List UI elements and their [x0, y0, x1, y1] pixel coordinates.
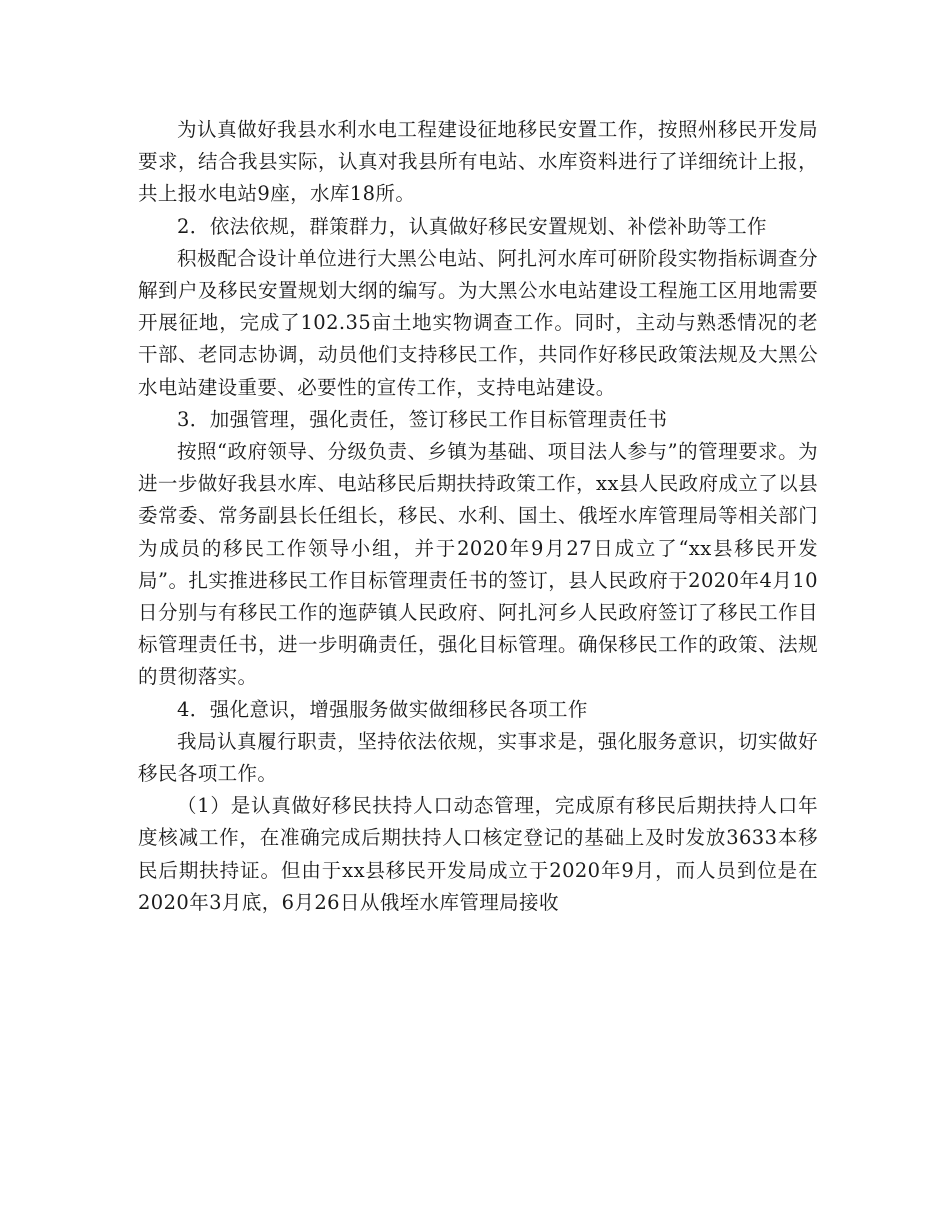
paragraph-population-management: （1）是认真做好移民扶持人口动态管理，完成原有移民后期扶持人口年度核减工作，在准确完成后期扶持人口核定登记的基础上及时发放3633本移民后期扶持证。但由于xx县移民开发局成立于2020年9月，而人员到位是在2020年3月底，6月26日从俄垤水库管理局接收	[138, 794, 818, 914]
paragraph-resettlement-survey: 为认真做好我县水利水电工程建设征地移民安置工作，按照州移民开发局要求，结合我县实际，认真对我县所有电站、水库资料进行了详细统计上报，共上报水电站9座，水库18所。	[138, 118, 818, 206]
document-page	[138, 114, 818, 919]
section-heading-4: 4．强化意识，增强服务做实做细移民各项工作	[177, 697, 588, 721]
paragraph-planning: 积极配合设计单位进行大黑公电站、阿扎河水库可研阶段实物指标调查分解到户及移民安置规划大纲的编写。为大黑公水电站建设工程施工区用地需要开展征地，完成了102.35亩土地实物调查工作。同时，主动与熟悉情况的老干部、老同志协调，动员他们支持移民工作，共同作好移民政策法规及大黑公水电站建设重要、必要性的宣传工作，支持电站建设。	[138, 246, 818, 399]
paragraph-management: 按照“政府领导、分级负责、乡镇为基础、项目法人参与”的管理要求。为进一步做好我县水库、电站移民后期扶持政策工作，xx县人民政府成立了以县委常委、常务副县长任组长，移民、水利、国土、俄垤水库管理局等相关部门为成员的移民工作领导小组，并于2020年9月27日成立了“xx县移民开发局”。扎实推进移民工作目标管理责任书的签订，县人民政府于2020年4月10日分别与有移民工作的迤萨镇人民政府、阿扎河乡人民政府签订了移民工作目标管理责任书，进一步明确责任，强化目标管理。确保移民工作的政策、法规的贯彻落实。	[138, 440, 818, 689]
section-heading-3: 3．加强管理，强化责任，签订移民工作目标管理责任书	[177, 407, 668, 431]
paragraph-service: 我局认真履行职责，坚持依法依规，实事求是，强化服务意识，切实做好移民各项工作。	[138, 729, 818, 786]
section-heading-2: 2．依法依规，群策群力，认真做好移民安置规划、补偿补助等工作	[177, 214, 767, 238]
